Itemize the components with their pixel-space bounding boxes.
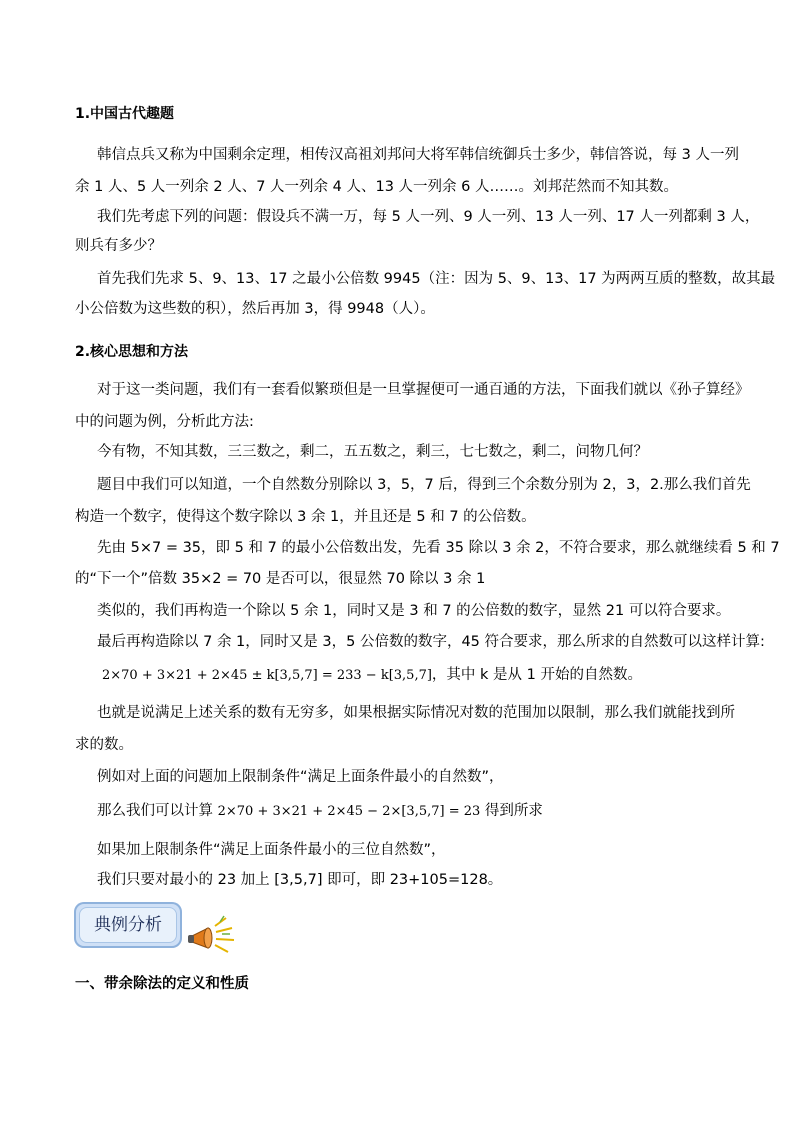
- paragraph-line: 求的数。: [75, 737, 133, 753]
- section-title-1: 1.中国古代趣题: [75, 106, 175, 122]
- formula-line: [102, 659, 642, 692]
- paragraph-line: 如果加上限制条件“满足上面条件最小的三位自然数”，: [97, 842, 446, 858]
- paragraph-line: 的“下一个”倍数 35×2 = 70 是否可以，很显然 70 除以 3 余 1: [75, 571, 486, 587]
- formula-expression: 2×70 + 3×21 + 2×45 − 2×[3,5,7] = 23: [217, 804, 481, 819]
- paragraph-line: 例如对上面的问题加上限制条件“满足上面条件最小的自然数”，: [97, 769, 504, 785]
- paragraph-line: 中的问题为例，分析此方法:: [75, 414, 254, 430]
- formula-note: ，其中 k 是从 1 开始的自然数。: [431, 667, 642, 683]
- paragraph-line: 我们只要对最小的 23 加上 [3,5,7] 即可，即 23+105=128。: [97, 872, 503, 888]
- formula-note: 得到所求: [480, 803, 543, 819]
- paragraph-line: 构造一个数字，使得这个数字除以 3 余 1，并且还是 5 和 7 的公倍数。: [75, 509, 536, 525]
- paragraph-line: 余 1 人、5 人一列余 2 人、7 人一列余 4 人、13 人一列余 6 人……。刘邦茫然而不知其数。: [75, 179, 679, 195]
- paragraph-line: 韩信点兵又称为中国剩余定理，相传汉高祖刘邦问大将军韩信统御兵士多少，韩信答说，每 3 人一列: [97, 147, 739, 163]
- paragraph-line: 最后再构造除以 7 余 1，同时又是 3，5 公倍数的数字，45 符合要求，那么所求的自然数可以这样计算:: [97, 634, 765, 650]
- section-title-2: 2.核心思想和方法: [75, 344, 189, 360]
- paragraph-line: 首先我们先求 5、9、13、17 之最小公倍数 9945（注：因为 5、9、13、17 为两两互质的整数，故其最: [97, 271, 776, 287]
- paragraph-line: 先由 5×7 = 35，即 5 和 7 的最小公倍数出发，先看 35 除以 3 余 2，不符合要求，那么就继续看 5 和 7: [97, 540, 780, 556]
- megaphone-icon: [186, 914, 240, 954]
- example-analysis-tag: [74, 902, 182, 948]
- paragraph-line: 题目中我们可以知道，一个自然数分别除以 3，5，7 后，得到三个余数分别为 2，3，2.那么我们首先: [97, 477, 751, 493]
- paragraph-line: 小公倍数为这些数的积），然后再加 3，得 9948（人）。: [75, 301, 435, 317]
- paragraph-line: 对于这一类问题，我们有一套看似繁琐但是一旦掌握便可一通百通的方法，下面我们就以《孙子算经》: [97, 382, 750, 398]
- paragraph-line: 则兵有多少？: [75, 238, 162, 254]
- section-title-3: 一、带余除法的定义和性质: [75, 976, 249, 992]
- paragraph-line: 也就是说满足上述关系的数有无穷多，如果根据实际情况对数的范围加以限制，那么我们就能找到所: [97, 705, 735, 721]
- formula-line: [97, 795, 543, 828]
- formula-expression: 2×70 + 3×21 + 2×45 ± k[3,5,7] = 233 − k[3,5,7]: [102, 668, 432, 683]
- paragraph-line: 我们先考虑下列的问题：假设兵不满一万，每 5 人一列、9 人一列、13 人一列、17 人一列都剩 3 人，: [97, 209, 760, 225]
- paragraph-line: 类似的，我们再构造一个除以 5 余 1，同时又是 3 和 7 的公倍数的数字，显然 21 可以符合要求。: [97, 603, 731, 619]
- paragraph-line: 今有物，不知其数，三三数之，剩二，五五数之，剩三，七七数之，剩二，问物几何？: [97, 444, 648, 460]
- formula-intro: 那么我们可以计算: [97, 803, 218, 819]
- tag-label: 典例分析: [79, 907, 177, 943]
